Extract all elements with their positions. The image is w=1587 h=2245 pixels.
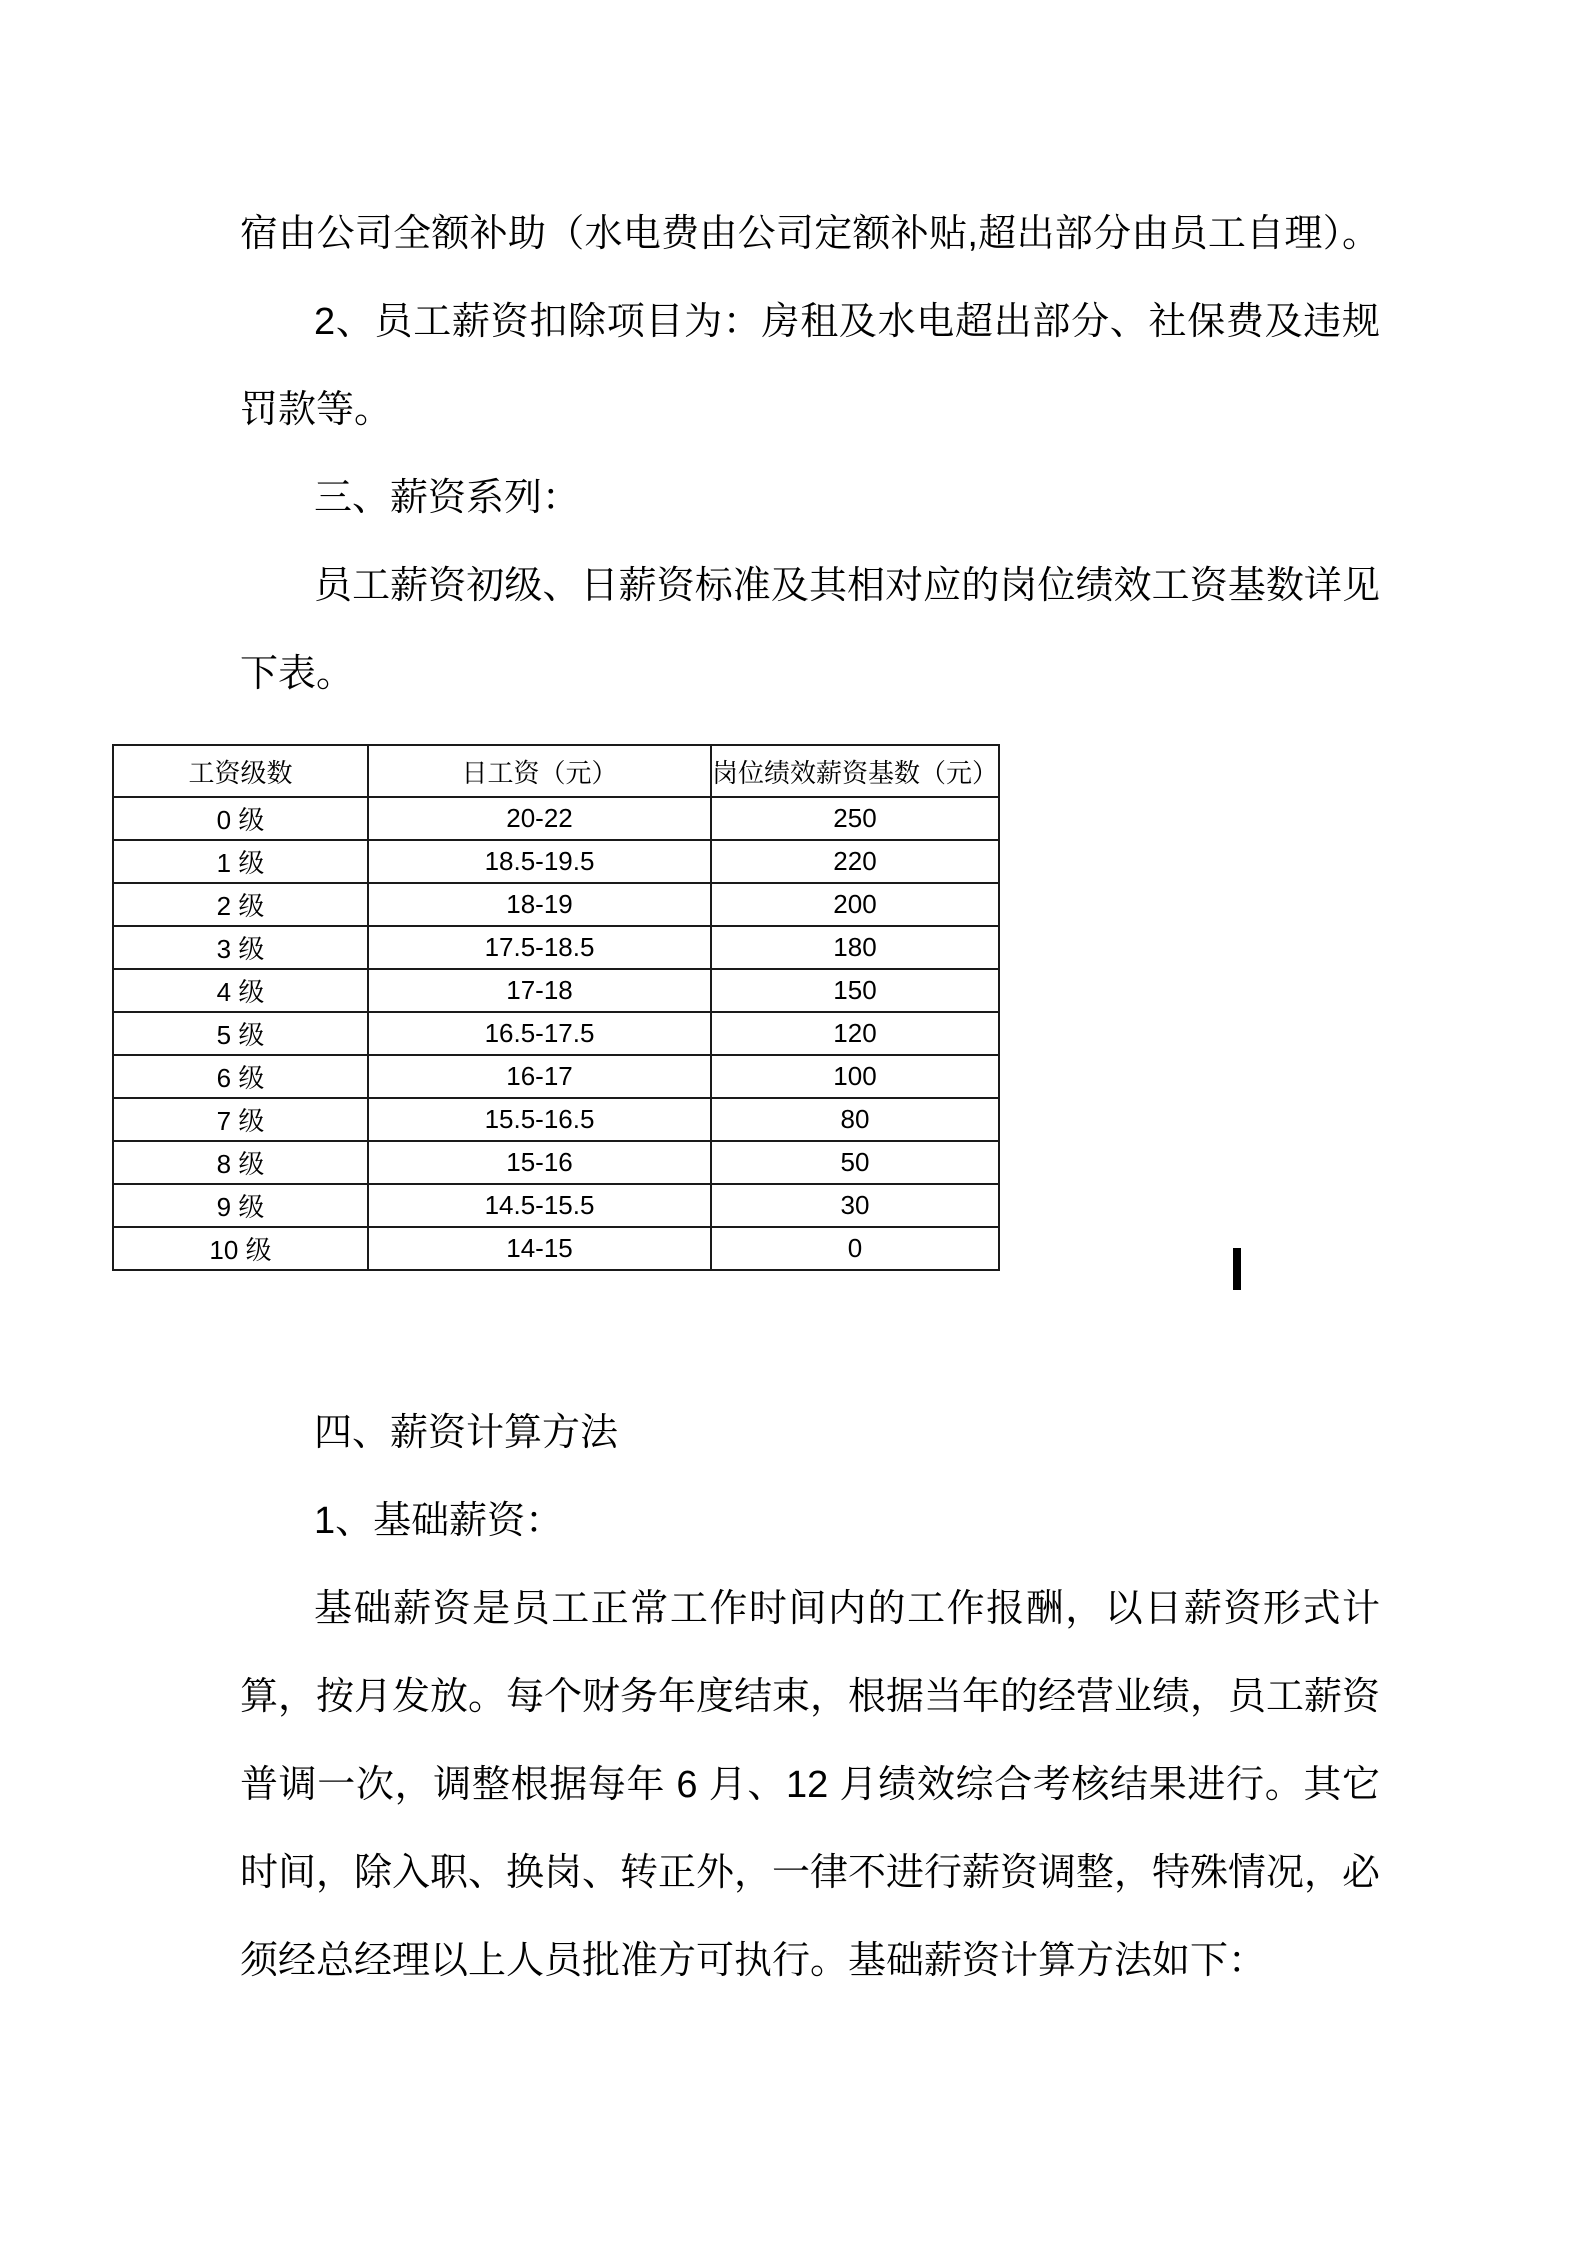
cell-daily-wage: 17.5-18.5 [368, 926, 711, 969]
header-cell-performance-base: 岗位绩效薪资基数（元） [711, 745, 999, 797]
cell-level: 5 级 [113, 1012, 368, 1055]
paragraph-line: 时间，除入职、换岗、转正外，一律不进行薪资调整，特殊情况，必 [240, 1852, 1381, 1894]
cell-performance-base: 180 [711, 926, 999, 969]
cell-performance-base: 50 [711, 1141, 999, 1184]
paragraph-line: 下表。 [240, 653, 355, 695]
paragraph-line: 罚款等。 [240, 389, 393, 431]
cell-performance-base: 100 [711, 1055, 999, 1098]
cell-daily-wage: 17-18 [368, 969, 711, 1012]
table-row [113, 969, 999, 1012]
paragraph-line: 普调一次，调整根据每年 6 月、12 月绩效综合考核结果进行。其它 [240, 1764, 1380, 1806]
section-heading-3: 三、薪资系列： [314, 477, 581, 519]
cell-level: 0 级 [113, 797, 368, 840]
table-row [113, 926, 999, 969]
body-text-block-1 [0, 190, 1380, 718]
table-row [113, 1141, 999, 1184]
cell-level: 10 级 [113, 1227, 368, 1270]
header-cell-daily-wage: 日工资（元） [368, 745, 711, 797]
cell-daily-wage: 18-19 [368, 883, 711, 926]
cell-level: 6 级 [113, 1055, 368, 1098]
cell-daily-wage: 16-17 [368, 1055, 711, 1098]
cell-daily-wage: 14.5-15.5 [368, 1184, 711, 1227]
cell-level: 7 级 [113, 1098, 368, 1141]
cell-level: 2 级 [113, 883, 368, 926]
cell-level: 1 级 [113, 840, 368, 883]
cell-performance-base: 150 [711, 969, 999, 1012]
cell-performance-base: 30 [711, 1184, 999, 1227]
cell-daily-wage: 20-22 [368, 797, 711, 840]
table-row [113, 883, 999, 926]
paragraph-line: 宿由公司全额补助（水电费由公司定额补贴,超出部分由员工自理）。 [240, 213, 1380, 255]
text-cursor [1233, 1248, 1241, 1290]
table-row [113, 797, 999, 840]
cell-performance-base: 120 [711, 1012, 999, 1055]
paragraph-line: 基础薪资是员工正常工作时间内的工作报酬，以日薪资形式计 [314, 1588, 1380, 1630]
cell-performance-base: 0 [711, 1227, 999, 1270]
cell-daily-wage: 15.5-16.5 [368, 1098, 711, 1141]
paragraph-line: 员工薪资初级、日薪资标准及其相对应的岗位绩效工资基数详见 [314, 565, 1380, 607]
paragraph-line: 算，按月发放。每个财务年度结束，根据当年的经营业绩，员工薪资 [240, 1676, 1381, 1718]
cell-performance-base: 220 [711, 840, 999, 883]
cell-level: 9 级 [113, 1184, 368, 1227]
salary-table-header-row [113, 745, 999, 797]
table-row [113, 840, 999, 883]
cell-daily-wage: 14-15 [368, 1227, 711, 1270]
cell-daily-wage: 18.5-19.5 [368, 840, 711, 883]
body-text-block-2 [0, 1389, 1380, 2005]
paragraph-line: 须经总经理以上人员批准方可执行。基础薪资计算方法如下： [240, 1940, 1267, 1982]
table-row [113, 1227, 999, 1270]
cell-level: 3 级 [113, 926, 368, 969]
table-row [113, 1012, 999, 1055]
salary-table [112, 744, 1000, 1271]
cell-performance-base: 80 [711, 1098, 999, 1141]
cell-daily-wage: 15-16 [368, 1141, 711, 1184]
cell-performance-base: 250 [711, 797, 999, 840]
cell-daily-wage: 16.5-17.5 [368, 1012, 711, 1055]
cell-level: 8 级 [113, 1141, 368, 1184]
header-cell-level: 工资级数 [113, 745, 368, 797]
subsection-heading-1: 1、基础薪资： [314, 1500, 564, 1542]
section-heading-4: 四、薪资计算方法 [314, 1412, 619, 1454]
table-row [113, 1055, 999, 1098]
cell-performance-base: 200 [711, 883, 999, 926]
table-row [113, 1098, 999, 1141]
table-row [113, 1184, 999, 1227]
paragraph-line: 2、员工薪资扣除项目为：房租及水电超出部分、社保费及违规 [314, 301, 1380, 343]
cell-level: 4 级 [113, 969, 368, 1012]
